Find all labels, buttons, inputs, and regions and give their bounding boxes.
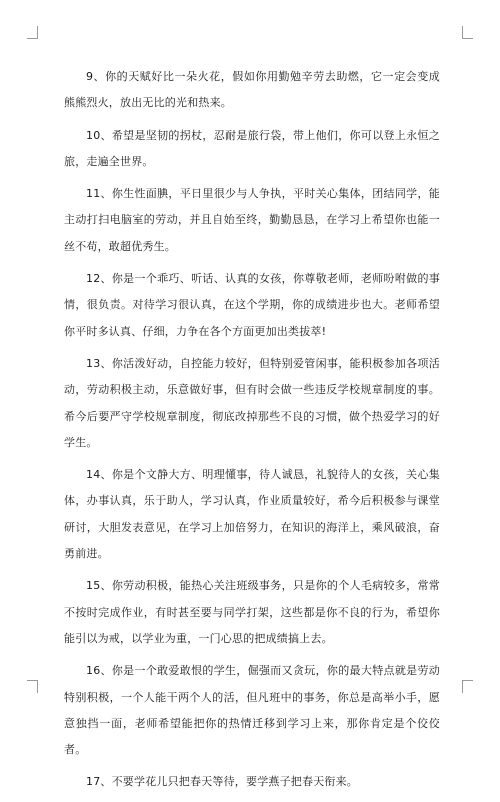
paragraph-9: 9、你的天赋好比一朵火花，假如你用勤勉辛劳去助燃，它一定会变成熊熊烈火，放出无比的光和热来。 [64,70,440,110]
page-corner-mark-top-right [462,26,473,39]
page-corner-mark-top-left [27,26,38,39]
document-body [64,64,440,802]
paragraph-13: 13、你活泼好动，自控能力较好，但特别爱管闲事，能积极参加各项活动，劳动积极主动，乐意做好事，但有时会做一些违反学校规章制度的事。希今后要严守学校规章制度，彻底改掉那些不良的习惯，做个热爱学习的好学生。 [64,356,440,449]
paragraph-10: 10、希望是坚韧的拐杖，忍耐是旅行袋，带上他们，你可以登上永恒之旅，走遍全世界。 [64,128,440,168]
paragraph-12: 12、你是一个乖巧、听话、认真的女孩，你尊敬老师，老师吩咐做的事情，很负责。对待学习很认真，在这个学期，你的成绩进步也大。老师希望你平时多认真、仔细，力争在各个方面更加出类拔萃! [64,272,440,338]
page-corner-mark-bottom-right [462,680,473,693]
paragraph-11: 11、你生性面腆，平日里很少与人争执，平时关心集体，团结同学，能主动打扫电脑室的劳动，并且自始至终，勤勤恳恳，在学习上希望你也能一丝不苟，敢超优秀生。 [64,187,440,253]
paragraph-14: 14、你是个文静大方、明理懂事，待人诚恳，礼貌待人的女孩，关心集体，办事认真，乐于助人，学习认真，作业质量较好，希今后积极参与课堂研讨，大胆发表意见，在学习上加倍努力，在知识的海洋上，乘风破浪，奋勇前进。 [64,468,440,561]
page-corner-mark-bottom-left [27,680,38,693]
paragraph-16: 16、你是一个敢爱敢恨的学生，倔强而又贪玩，你的最大特点就是劳动特别积极，一个人能干两个人的活，但凡班中的事务，你总是高举小手，愿意独挡一面，老师希望能把你的热情迁移到学习上来，那你肯定是个佼佼者。 [64,664,440,757]
paragraph-15: 15、你劳动积极，能热心关注班级事务，只是你的个人毛病较多，常常不按时完成作业，有时甚至要与同学打架，这些都是你不良的行为，希望你能引以为戒，以学业为重，一门心思的把成绩搞上去。 [64,579,440,645]
paragraph-17: 17、不要学花儿只把春天等待，要学燕子把春天衔来。 [86,775,358,789]
